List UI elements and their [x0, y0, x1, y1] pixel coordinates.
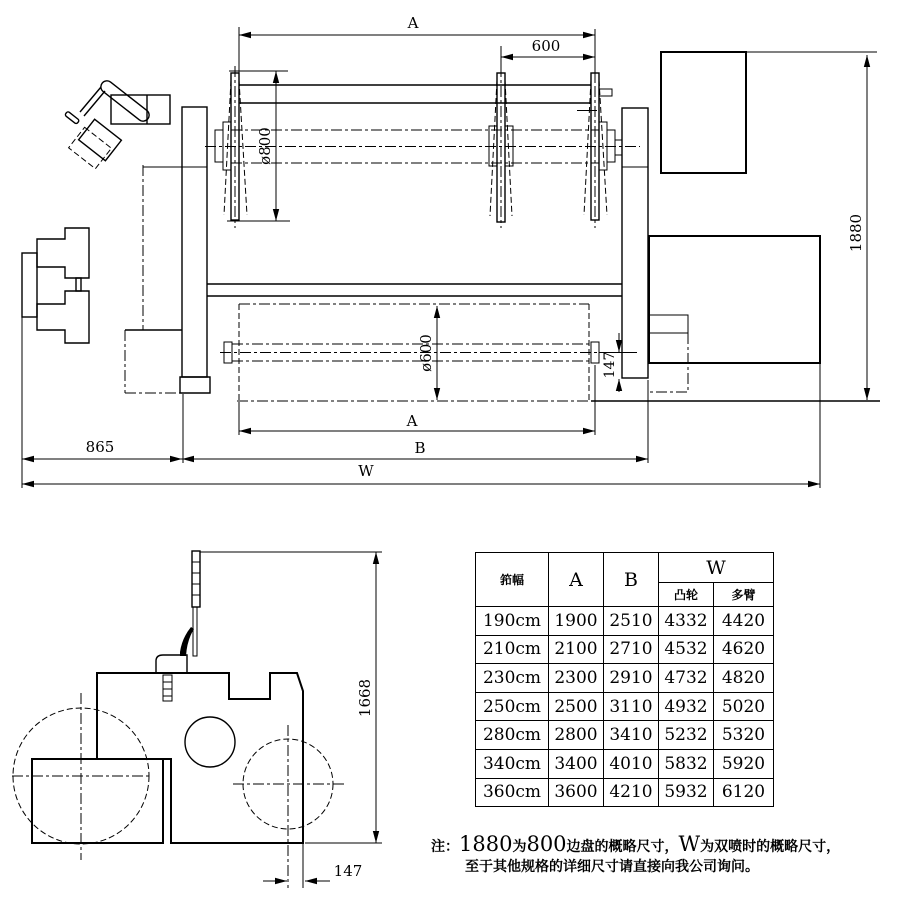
footnote-num-800: 800 [526, 832, 567, 856]
table-row [476, 692, 774, 721]
motor-box [649, 236, 820, 363]
dim-label-1880: 1880 [847, 213, 865, 253]
dim-label-a-bottom: A [406, 412, 418, 430]
table-row [476, 721, 774, 750]
cell-dobby: 4420 [714, 607, 774, 636]
cell-b: 3110 [604, 692, 659, 721]
weft-feeder-assembly [65, 78, 170, 168]
stepped-brackets [22, 228, 89, 343]
side-view-drawing [0, 530, 460, 902]
col-header-dobby: 多臂 [714, 583, 774, 607]
cell-dobby: 5020 [714, 692, 774, 721]
table-row [476, 664, 774, 693]
cell-b: 4210 [604, 778, 659, 807]
col-header-cam: 凸轮 [659, 583, 714, 607]
lower-cloth-beam [220, 304, 640, 401]
cell-a: 2300 [549, 664, 604, 693]
table-row [476, 607, 774, 636]
cell-a: 3600 [549, 778, 604, 807]
footnote-prefix: 注： [431, 839, 459, 855]
cell-cam: 4732 [659, 664, 714, 693]
table-row [476, 749, 774, 778]
cell-reed: 250cm [476, 692, 549, 721]
right-phantom-box [649, 315, 688, 392]
side-tank-box [32, 759, 163, 843]
side-beam-circles [12, 693, 345, 888]
cell-b: 2510 [604, 607, 659, 636]
letoff-gearbox [125, 165, 182, 393]
cell-cam: 5832 [659, 749, 714, 778]
dim-label-w: W [358, 462, 374, 480]
cell-a: 3400 [549, 749, 604, 778]
dim-label-865: 865 [85, 438, 115, 456]
spec-table [475, 552, 774, 807]
footnote-num-1880: 1880 [459, 832, 513, 856]
table-row [476, 635, 774, 664]
table-row [476, 778, 774, 807]
reed-and-rod [156, 551, 200, 701]
footnote-line1: 注：1880为800边盘的概略尺寸，W为双喷时的概略尺寸， [431, 832, 841, 856]
dim-label-b: B [414, 439, 426, 457]
cell-cam: 5232 [659, 721, 714, 750]
cell-dobby: 5920 [714, 749, 774, 778]
dim-label-147: 147 [602, 351, 618, 379]
cell-b: 3410 [604, 721, 659, 750]
cell-reed: 340cm [476, 749, 549, 778]
cell-dobby: 6120 [714, 778, 774, 807]
cell-reed: 360cm [476, 778, 549, 807]
cell-a: 2100 [549, 635, 604, 664]
footnote-w: W [678, 832, 701, 856]
cell-a: 1900 [549, 607, 604, 636]
footnote-line2: 至于其他规格的详细尺寸请直接向我公司询问。 [465, 859, 759, 876]
cell-b: 4010 [604, 749, 659, 778]
cell-cam: 4332 [659, 607, 714, 636]
front-extension-lines [22, 27, 877, 488]
dim-label-dia600: ø600 [417, 334, 435, 372]
cell-reed: 280cm [476, 721, 549, 750]
col-header-b: B [604, 553, 659, 607]
dim-label-147-side: 147 [333, 862, 363, 880]
cell-cam: 4932 [659, 692, 714, 721]
footnote [431, 831, 897, 877]
col-header-reed-width: 筘幅 [476, 553, 549, 607]
col-header-w: W [659, 553, 774, 583]
cell-cam: 4532 [659, 635, 714, 664]
machine-frame [143, 107, 880, 401]
cell-reed: 190cm [476, 607, 549, 636]
cell-cam: 5932 [659, 778, 714, 807]
control-box [661, 52, 746, 173]
cell-dobby: 4820 [714, 664, 774, 693]
side-dim-147 [263, 843, 330, 888]
cell-reed: 210cm [476, 635, 549, 664]
dim-label-a-top: A [407, 14, 419, 32]
side-dim-1668 [200, 552, 382, 843]
cell-dobby: 4620 [714, 635, 774, 664]
dim-label-600: 600 [531, 37, 561, 55]
cell-a: 2500 [549, 692, 604, 721]
dim-label-dia800: ø800 [256, 127, 274, 165]
cell-reed: 230cm [476, 664, 549, 693]
beam-flange-right [584, 66, 607, 228]
dim-label-1668: 1668 [356, 678, 374, 718]
cell-b: 2710 [604, 635, 659, 664]
cell-a: 2800 [549, 721, 604, 750]
beam-flange-left [224, 66, 247, 228]
upper-warp-beam [205, 66, 640, 228]
cell-b: 2910 [604, 664, 659, 693]
cell-dobby: 5320 [714, 721, 774, 750]
col-header-a: A [549, 553, 604, 607]
